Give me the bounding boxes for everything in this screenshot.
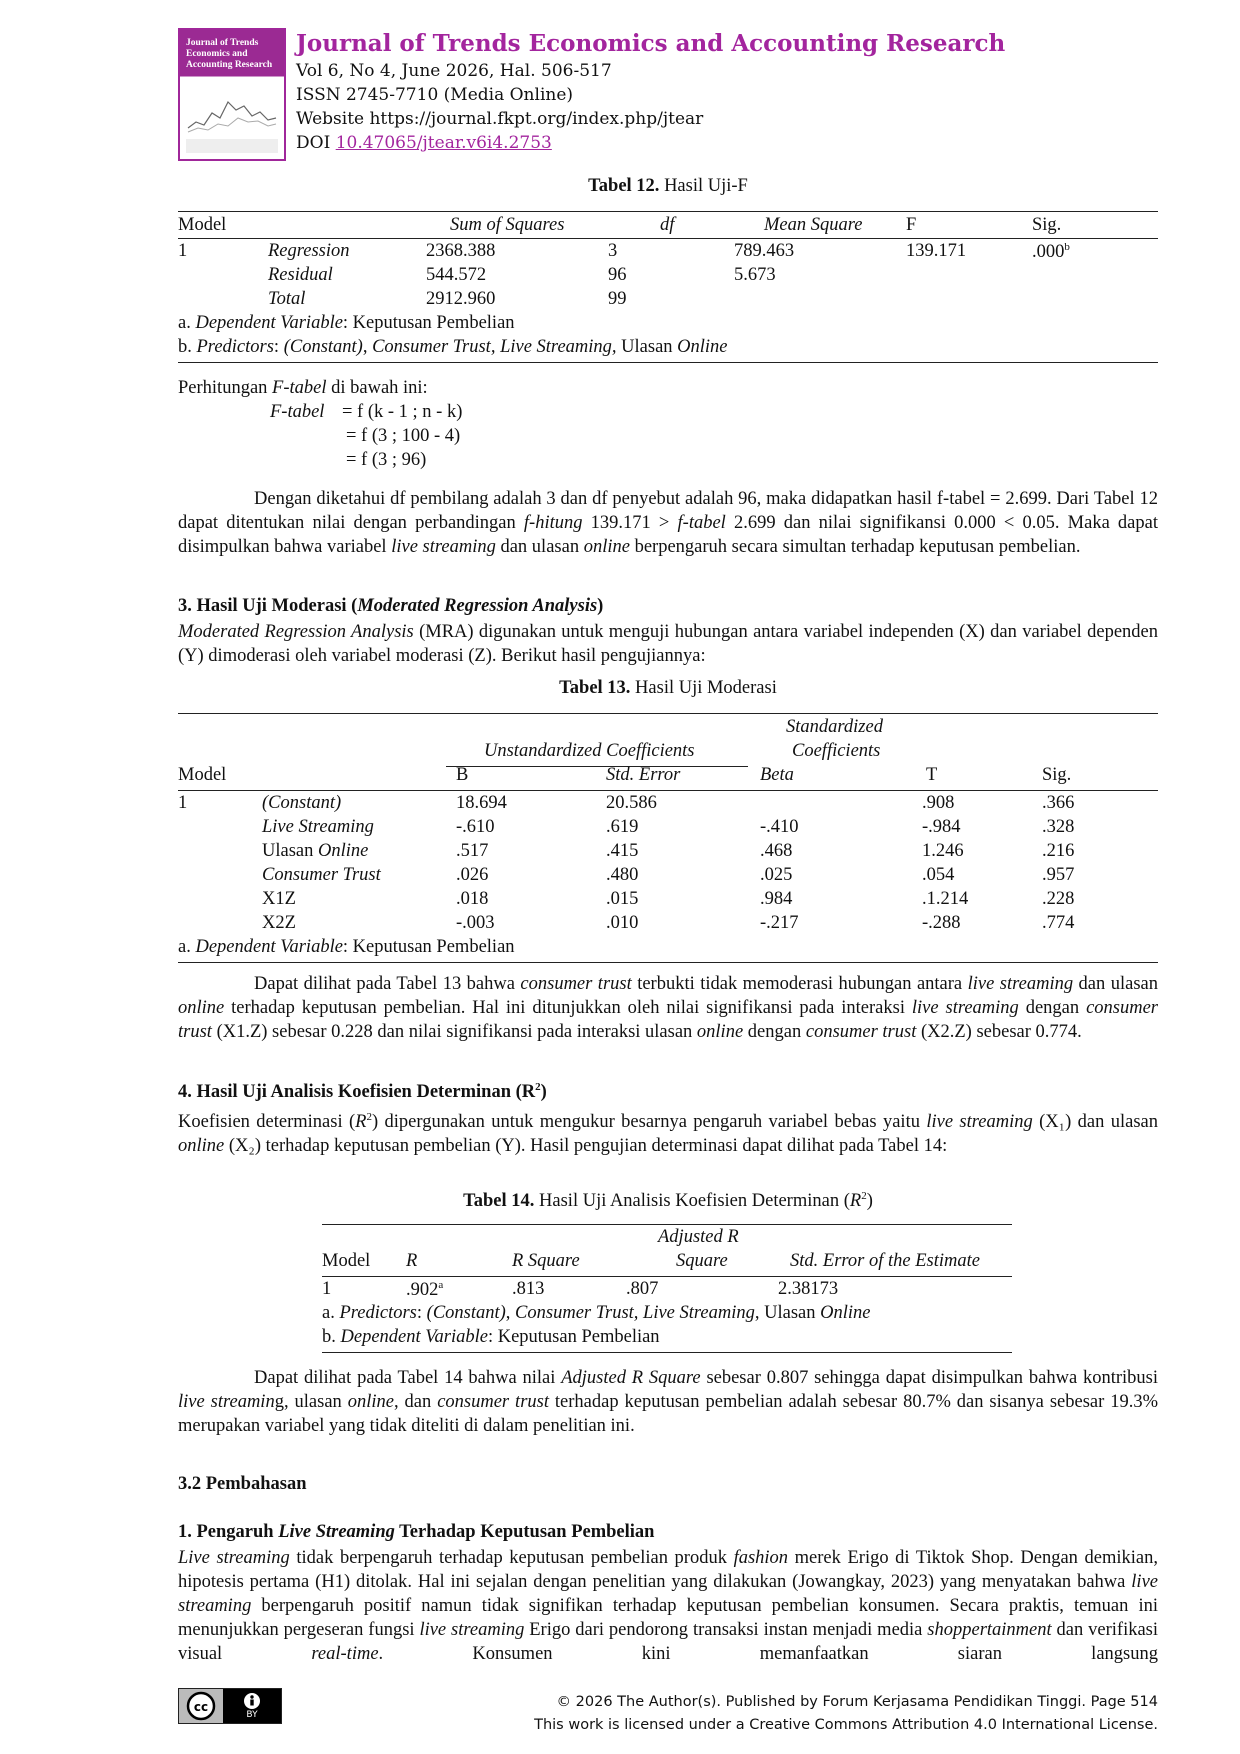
note-italic: Consumer Trust, Live Streaming: [515, 1303, 755, 1323]
table-14-caption-sup: 2: [861, 1190, 867, 1202]
t13-row-beta: .984: [760, 889, 793, 909]
t13-row-name: Live Streaming: [262, 817, 374, 837]
t12-row-ss: 544.572: [426, 265, 487, 285]
text: dan verifikasi visual: [178, 1620, 1159, 1664]
t14-r-sup: a: [438, 1279, 444, 1291]
t13-row-se: .015: [606, 889, 639, 909]
italic-text: online: [696, 1022, 744, 1042]
ftabel-intro: [178, 378, 428, 399]
journal-website: Website https://journal.fkpt.org/index.php/jtear: [296, 109, 704, 129]
text: Dengan diketahui df pembilang adalah 3 dan df penyebut adalah 96, maka didapatkan hasil f-tabel = 2.699. Dari Tabel 12 dapat ditentukan nilai dengan perbandingan: [178, 489, 1158, 533]
italic-text: online: [583, 537, 630, 557]
text: 139.171 >: [582, 513, 678, 533]
t13-row-name-italic: Online: [318, 841, 369, 861]
t13-row-sig: .328: [1042, 817, 1075, 837]
heading-text: 1. Pengaruh: [178, 1522, 279, 1542]
t13-note: [178, 937, 515, 958]
cc-logo-text: cc: [193, 1700, 209, 1714]
table-12-caption-label: Tabel 12.: [588, 176, 660, 196]
italic-text: live streaming: [419, 1620, 525, 1640]
cover-title: Journal of Trends Economics and Accounting Research: [186, 38, 273, 70]
t13-row-b: .026: [456, 865, 489, 885]
by-label: BY: [246, 1710, 258, 1720]
text: Dapat dilihat pada Tabel 13 bahwa: [254, 974, 521, 994]
table-14-caption-italic: R: [849, 1191, 862, 1212]
text: . Konsumen kini memanfaatkan siaran langsung: [378, 1644, 1158, 1664]
italic-text: live streaming: [926, 1112, 1033, 1133]
text: (MRA) digunakan untuk menguji hubungan antara variabel independen (X) dan variabel dependen (Y) dimoderasi oleh variabel moderasi (Z). Berikut hasil pengujiannya:: [178, 622, 1158, 666]
italic-text: Live streaming: [178, 1548, 290, 1568]
table-14-header-rule: [322, 1276, 1012, 1277]
t13-header-t: T: [926, 765, 938, 785]
table-12-bottom-rule: [178, 362, 1158, 363]
cover-footer-strip: [186, 139, 278, 153]
note-italic: Dependent Variable: [195, 313, 343, 333]
note-italic: (Constant): [283, 337, 363, 357]
table-13-bottom-rule: [178, 962, 1158, 963]
t13-row-se: .619: [606, 817, 639, 837]
italic-text: live streaming: [391, 537, 496, 557]
table-14-caption-text: ): [866, 1191, 873, 1212]
text: (X1.Z) sebesar 0.228 dan nilai signifikansi pada interaksi ulasan: [211, 1022, 697, 1042]
text: (X₂) terhadap keputusan pembelian (Y). Hasil pengujian determinasi dapat dilihat pada Tabel 14:: [224, 1136, 948, 1157]
t12-row-ms: 5.673: [734, 265, 776, 285]
note-italic: Predictors: [339, 1303, 417, 1323]
t12-row-df: 3: [608, 241, 618, 261]
paragraph-mra: [178, 620, 1158, 668]
text: dengan: [1018, 998, 1087, 1018]
italic-text: online: [178, 998, 225, 1018]
note-italic: Dependent Variable: [340, 1327, 488, 1347]
t13-row-b: -.003: [456, 913, 495, 933]
t13-row-beta: .468: [760, 841, 793, 861]
t13-row-name: Consumer Trust: [262, 865, 381, 885]
t13-header-b: B: [456, 765, 469, 785]
t13-row-t: .054: [922, 865, 955, 885]
table-13-header-rule: [178, 790, 1158, 791]
t14-header-adjusted: Adjusted R: [658, 1227, 739, 1247]
footer-license: This work is licensed under a Creative Commons Attribution 4.0 International License.: [534, 1717, 1158, 1733]
t12-header-f: F: [906, 215, 917, 235]
table-13-caption-label: Tabel 13.: [559, 678, 631, 698]
text: terhadap keputusan pembelian. Hal ini ditunjukkan oleh nilai signifikansi pada interaksi: [224, 998, 912, 1018]
t13-row-se: .480: [606, 865, 639, 885]
t13-row-t: -.288: [922, 913, 961, 933]
t12-sig-sup: b: [1064, 241, 1070, 253]
t13-row-name-text: Ulasan: [262, 841, 318, 861]
table-14-caption-label: Tabel 14.: [463, 1191, 535, 1212]
t13-header-standardized: Standardized: [786, 717, 883, 737]
heading-sup: 2: [535, 1081, 541, 1093]
italic-text: Moderated Regression Analysis: [178, 622, 414, 642]
doi-link[interactable]: 10.47065/jtear.v6i4.2753: [335, 133, 552, 153]
journal-doi: [296, 133, 552, 153]
t13-model-number: 1: [178, 793, 188, 813]
text: dan ulasan: [495, 537, 584, 557]
cc-by-license-badge[interactable]: [178, 1688, 282, 1724]
t12-row-name: Residual: [268, 265, 333, 285]
table-12-caption: [178, 176, 1158, 197]
table-14-caption-text: Hasil Uji Analisis Koefisien Determinan (: [534, 1191, 850, 1212]
text: dengan: [743, 1022, 806, 1042]
heading-text: 4. Hasil Uji Analisis Koefisien Determinan (R: [178, 1082, 536, 1103]
italic-text: online: [347, 1392, 394, 1412]
table-12-caption-text: Hasil Uji-F: [659, 176, 748, 196]
t13-row-name: (Constant): [262, 793, 342, 813]
note-prefix: a.: [322, 1303, 340, 1323]
t12-row-name: Total: [268, 289, 306, 309]
table-13-subheader-rule: [446, 766, 748, 767]
italic-text: live streaming: [967, 974, 1074, 994]
t13-row-t: .908: [922, 793, 955, 813]
note-text: :: [416, 1303, 427, 1323]
t13-row-se: .415: [606, 841, 639, 861]
t13-row-name: [262, 841, 368, 862]
t13-row-beta: .025: [760, 865, 793, 885]
t14-header-model: Model: [322, 1251, 371, 1271]
journal-cover-image: [178, 28, 286, 161]
text: terhadap keputusan pembelian adalah sebesar 80.7% dan sisanya sebesar 19.3% merupakan variabel yang tidak diteliti di dalam penelitian ini.: [178, 1392, 1158, 1436]
t12-row-name: Regression: [268, 241, 350, 261]
t14-r-number: .902: [406, 1280, 439, 1301]
text: Koefisien determinasi (: [178, 1112, 356, 1133]
italic-text: Adjusted R Square: [561, 1368, 701, 1388]
t12-header-df: df: [660, 215, 675, 235]
sup-text: 2: [366, 1111, 372, 1123]
text: g, ulasan: [274, 1392, 348, 1412]
ftabel-intro-italic: F-tabel: [272, 378, 327, 398]
italic-text: real-time: [311, 1644, 379, 1664]
ftabel-lhs: F-tabel: [270, 402, 325, 422]
t13-header-model: Model: [178, 765, 227, 785]
note-prefix: a.: [178, 313, 196, 333]
t14-rsquare-value: .813: [512, 1279, 545, 1299]
t14-r-value: [406, 1279, 443, 1301]
note-text: Ulasan: [616, 337, 678, 357]
note-italic: (Constant): [426, 1303, 506, 1323]
t13-row-se: 20.586: [606, 793, 657, 813]
t13-row-sig: .366: [1042, 793, 1075, 813]
t13-header-sig: Sig.: [1042, 765, 1072, 785]
note-italic: Dependent Variable: [195, 937, 343, 957]
note-prefix: a.: [178, 937, 196, 957]
t13-row-name: X1Z: [262, 889, 296, 909]
note-text: : Keputusan Pembelian: [342, 937, 515, 957]
text: , dan: [393, 1392, 438, 1412]
table-14-bottom-rule: [322, 1352, 1012, 1353]
text: 2.699 dan nilai signifikansi 0.000 < 0.05. Maka dapat disimpulkan bahwa variabel: [178, 513, 1158, 557]
by-attribution-icon: [223, 1689, 281, 1723]
t13-row-name: X2Z: [262, 913, 296, 933]
section-3-heading: [178, 596, 603, 617]
t13-row-t: -.984: [922, 817, 961, 837]
paragraph-determination: [178, 1105, 1158, 1158]
section-3-2-1-heading: [178, 1522, 654, 1543]
cc-logo-icon: [179, 1689, 223, 1723]
italic-text: live streamin: [178, 1392, 275, 1412]
heading-text: 3. Hasil Uji Moderasi (: [178, 596, 358, 616]
table-13-caption: [178, 678, 1158, 699]
italic-text: online: [178, 1136, 225, 1157]
t13-header-beta: Beta: [760, 765, 794, 785]
ftabel-line: = f (k - 1 ; n - k): [342, 402, 463, 422]
t12-header-ss: Sum of Squares: [450, 215, 565, 235]
heading-text: ): [540, 1082, 547, 1103]
t12-row-df: 96: [608, 265, 627, 285]
italic-text: consumer trust: [805, 1022, 917, 1042]
italic-text: consumer trust: [437, 1392, 549, 1412]
t14-adj-value: .807: [626, 1279, 659, 1299]
paragraph-ftest: [178, 487, 1158, 559]
note-text: ,: [505, 1303, 516, 1323]
heading-text: ): [597, 596, 604, 616]
t12-model-number: 1: [178, 241, 188, 261]
t14-model-number: 1: [322, 1279, 332, 1299]
italic-text: f-hitung: [523, 513, 583, 533]
text: (X2.Z) sebesar 0.774.: [916, 1022, 1082, 1042]
table-12-top-rule: [178, 211, 1158, 212]
ftabel-line: = f (3 ; 100 - 4): [346, 426, 461, 446]
t14-note-a: [322, 1303, 871, 1324]
t13-row-b: .517: [456, 841, 489, 861]
t13-row-sig: .216: [1042, 841, 1075, 861]
t13-header-unstandardized: Unstandardized Coefficients: [484, 741, 695, 761]
text: sebesar 0.807 sehingga dapat disimpulkan bahwa kontribusi: [700, 1368, 1159, 1388]
note-italic: Online: [677, 337, 728, 357]
t14-se-value: 2.38173: [778, 1279, 839, 1299]
text: terbukti tidak memoderasi hubungan antara: [631, 974, 968, 994]
table-12-header-rule: [178, 238, 1158, 239]
t14-header-std-error: Std. Error of the Estimate: [790, 1251, 980, 1271]
doi-label: DOI: [296, 133, 336, 153]
t12-header-model: Model: [178, 215, 227, 235]
table-13-caption-text: Hasil Uji Moderasi: [630, 678, 777, 698]
t13-header-std-error: Std. Error: [606, 765, 681, 785]
ftabel-line: = f (3 ; 96): [346, 450, 427, 470]
table-14-caption: [178, 1190, 1158, 1212]
table-14-top-rule: [322, 1224, 1012, 1225]
journal-issn: ISSN 2745-7710 (Media Online): [296, 85, 574, 105]
heading-italic: Moderated Regression Analysis: [357, 596, 598, 616]
italic-text: shoppertainment: [927, 1620, 1052, 1640]
paragraph-moderation: [178, 972, 1158, 1044]
t13-row-b: .018: [456, 889, 489, 909]
t13-row-se: .010: [606, 913, 639, 933]
t12-row-f: 139.171: [906, 241, 967, 261]
text: berpengaruh secara simultan terhadap keputusan pembelian.: [629, 537, 1081, 557]
italic-text: fashion: [733, 1548, 789, 1568]
t12-row-sig: [1032, 241, 1070, 263]
heading-italic: Live Streaming: [278, 1522, 395, 1542]
section-4-heading: [178, 1081, 547, 1103]
t13-row-beta: -.410: [760, 817, 799, 837]
italic-text: consumer trust: [520, 974, 632, 994]
t12-header-ms: Mean Square: [764, 215, 863, 235]
t13-row-beta: -.217: [760, 913, 799, 933]
ftabel-intro-text: Perhitungan: [178, 378, 273, 398]
heading-text: Terhadap Keputusan Pembelian: [394, 1522, 655, 1542]
t14-note-b: [322, 1327, 660, 1348]
note-italic: Predictors: [196, 337, 274, 357]
t13-row-sig: .228: [1042, 889, 1075, 909]
t13-row-t: 1.246: [922, 841, 964, 861]
text: (X₁) dan ulasan: [1032, 1112, 1159, 1133]
text: tidak berpengaruh terhadap keputusan pembelian produk: [289, 1548, 734, 1568]
t14-header-square: Square: [676, 1251, 728, 1271]
italic-text: f-tabel: [677, 513, 726, 533]
t12-sig-value: .000: [1032, 242, 1065, 263]
t13-row-t: .1.214: [922, 889, 969, 909]
t12-header-sig: Sig.: [1032, 215, 1062, 235]
note-text: : Keputusan Pembelian: [342, 313, 515, 333]
table-13-top-rule: [178, 713, 1158, 714]
t12-row-df: 99: [608, 289, 627, 309]
italic-text: live streaming: [178, 1572, 1158, 1616]
t14-header-r: R: [406, 1251, 418, 1271]
journal-title: Journal of Trends Economics and Accounting Research: [296, 30, 1006, 57]
italic-text: consumer trust: [178, 998, 1158, 1042]
t12-row-ss: 2368.388: [426, 241, 496, 261]
note-text: ,: [362, 337, 373, 357]
note-text: : Keputusan Pembelian: [487, 1327, 660, 1347]
t13-row-sig: .957: [1042, 865, 1075, 885]
text: dan ulasan: [1073, 974, 1158, 994]
note-text: , Ulasan: [754, 1303, 821, 1323]
note-prefix: b.: [178, 337, 197, 357]
t13-row-b: 18.694: [456, 793, 507, 813]
t12-row-ss: 2912.960: [426, 289, 496, 309]
t13-header-coefficients: Coefficients: [792, 741, 881, 761]
note-italic: Online: [820, 1303, 871, 1323]
footer-copyright: © 2026 The Author(s). Published by Forum Kerjasama Pendidikan Tinggi. Page 514: [556, 1694, 1158, 1710]
italic-text: R: [355, 1112, 367, 1133]
note-text: :: [273, 337, 284, 357]
t13-row-b: -.610: [456, 817, 495, 837]
t13-row-sig: .774: [1042, 913, 1075, 933]
note-italic: Consumer Trust, Live Streaming,: [372, 337, 617, 357]
cover-chart-graphic: [186, 88, 278, 138]
text: merek Erigo di Tiktok Shop. Dengan demikian, hipotesis pertama (H1) ditolak. Hal ini sejalan dengan penelitian yang dilakukan (Jowangkay, 2023) yang menyatakan bahwa: [178, 1548, 1158, 1592]
paragraph-adjusted-r: [178, 1366, 1158, 1438]
t12-row-ms: 789.463: [734, 241, 795, 261]
journal-volume: Vol 6, No 4, June 2026, Hal. 506-517: [296, 61, 612, 81]
paragraph-live-streaming: [178, 1546, 1158, 1666]
text: ) dipergunakan untuk mengukur besarnya pengaruh variabel bebas yaitu: [371, 1112, 927, 1133]
t12-note-b: [178, 337, 728, 358]
text: Dapat dilihat pada Tabel 14 bahwa nilai: [254, 1368, 562, 1388]
italic-text: live streaming: [911, 998, 1019, 1018]
section-3-2-heading: 3.2 Pembahasan: [178, 1474, 307, 1494]
t14-header-rsquare: R Square: [512, 1251, 580, 1271]
note-prefix: b.: [322, 1327, 341, 1347]
ftabel-intro-text: di bawah ini:: [326, 378, 428, 398]
text: berpengaruh positif namun tidak signifikan terhadap keputusan pembelian konsumen. Secara praktis, temuan ini menunjukkan pergeseran fungsi: [178, 1596, 1158, 1640]
t12-note-a: [178, 313, 515, 334]
text: Erigo dari pendorong transaksi instan menjadi media: [524, 1620, 928, 1640]
